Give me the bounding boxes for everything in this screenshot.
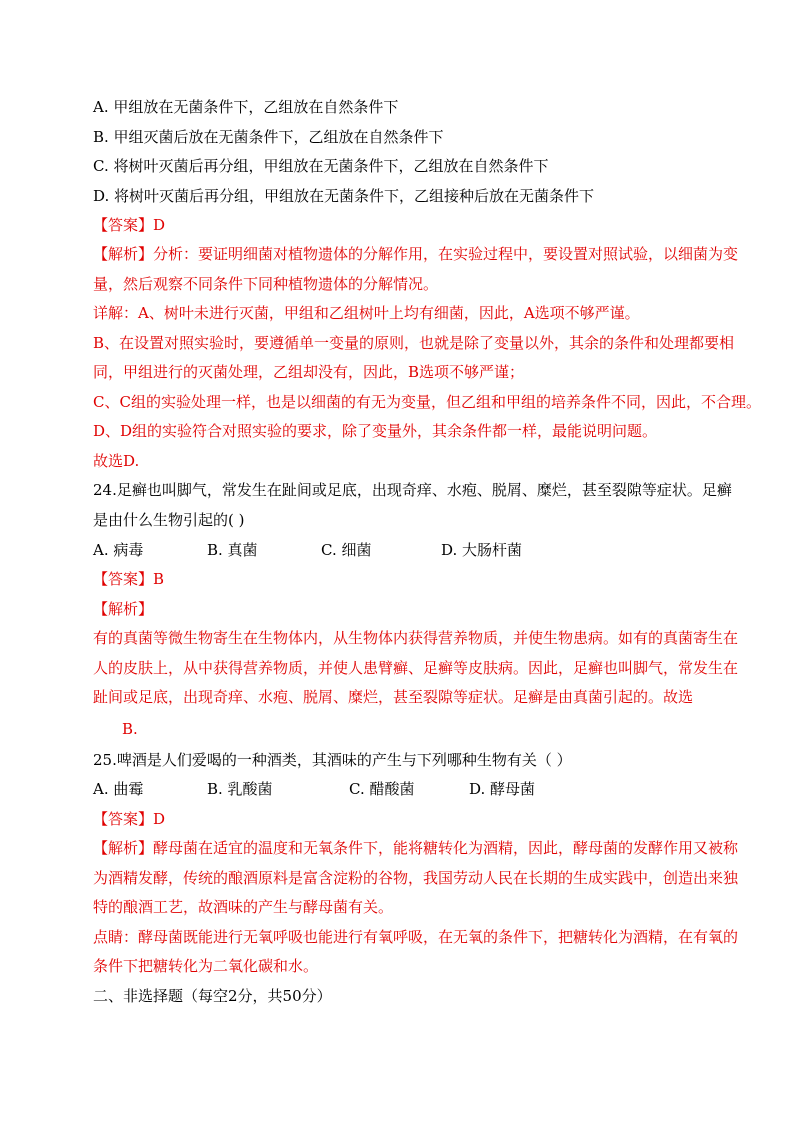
q23-option-d: D. 将树叶灭菌后再分组，甲组放在无菌条件下，乙组接种后放在无菌条件下: [93, 187, 595, 205]
q24-stem-line: 是由什么生物引起的( ): [93, 511, 245, 529]
q24-answer: 【答案】B: [93, 570, 165, 588]
q25-option-d: D. 酵母菌: [469, 780, 536, 798]
q23-analysis-line: 量，然后观察不同条件下同种植物遗体的分解情况。: [93, 275, 439, 293]
q24-analysis-line: B.: [122, 720, 138, 738]
q24-stem-line: 24.足癣也叫脚气，常发生在趾间或足底，出现奇痒、水疱、脱屑、糜烂，甚至裂隙等症状。足癣: [93, 481, 732, 499]
q24-option-c: C. 细菌: [321, 541, 372, 559]
q23-analysis-line: D、D组的实验符合对照实验的要求，除了变量外，其余条件都一样，最能说明问题。: [93, 422, 658, 440]
q24-option-b: B. 真菌: [207, 541, 258, 559]
q23-option-a: A. 甲组放在无菌条件下，乙组放在自然条件下: [93, 98, 399, 116]
q24-analysis-line: 有的真菌等微生物寄生在生物体内，从生物体内获得营养物质，并使生物患病。如有的真菌寄生在: [93, 629, 739, 647]
q24-option-d: D. 大肠杆菌: [441, 541, 523, 559]
q25-analysis-line: 【解析】酵母菌在适宜的温度和无氧条件下，能将糖转化为酒精，因此，酵母菌的发酵作用又被称: [93, 839, 739, 857]
q23-conclusion: 故选D.: [93, 452, 140, 470]
section-heading: 二、非选择题（每空2分，共50分）: [93, 987, 332, 1005]
q23-answer: 【答案】D: [93, 216, 166, 234]
q23-analysis-line: C、C组的实验处理一样，也是以细菌的有无为变量，但乙组和甲组的培养条件不同，因此，不合理。: [93, 393, 761, 411]
q25-answer: 【答案】D: [93, 810, 166, 828]
q23-analysis-line: 同，甲组进行的灭菌处理，乙组却没有，因此，B选项不够严谨；: [93, 363, 525, 381]
q25-option-a: A. 曲霉: [93, 780, 144, 798]
q24-option-a: A. 病毒: [93, 541, 144, 559]
q24-analysis-line: 人的皮肤上，从中获得营养物质，并使人患臂癣、足癣等皮肤病。因此，足癣也叫脚气，常发生在: [93, 659, 739, 677]
q24-analysis-line: 趾间或足底，出现奇痒、水疱、脱屑、糜烂，甚至裂隙等症状。足癣是由真菌引起的。故选: [93, 688, 694, 706]
q25-option-b: B. 乳酸菌: [207, 780, 273, 798]
q25-stem: 25.啤酒是人们爱喝的一种酒类，其酒味的产生与下列哪种生物有关（ ）: [93, 751, 572, 769]
q23-analysis-line: 【解析】分析：要证明细菌对植物遗体的分解作用，在实验过程中，要设置对照试验，以细菌为变: [93, 245, 739, 263]
q24-analysis-label: 【解析】: [93, 600, 154, 618]
q23-option-c: C. 将树叶灭菌后再分组，甲组放在无菌条件下，乙组放在自然条件下: [93, 157, 549, 175]
q25-option-c: C. 醋酸菌: [349, 780, 415, 798]
q25-analysis-line: 条件下把糖转化为二氧化碳和水。: [93, 957, 319, 975]
q23-analysis-line: B、在设置对照实验时，要遵循单一变量的原则，也就是除了变量以外，其余的条件和处理都要相: [93, 334, 735, 352]
q25-analysis-line: 特的酿酒工艺，故酒味的产生与酵母菌有关。: [93, 898, 394, 916]
q23-analysis-line: 详解：A、树叶未进行灭菌，甲组和乙组树叶上均有细菌，因此，A选项不够严谨。: [93, 304, 640, 322]
q25-analysis-line: 点睛：酵母菌既能进行无氧呼吸也能进行有氧呼吸，在无氧的条件下，把糖转化为酒精，在有氧的: [93, 928, 739, 946]
q25-analysis-line: 为酒精发酵，传统的酿酒原料是富含淀粉的谷物，我国劳动人民在长期的生成实践中，创造出来独: [93, 869, 739, 887]
q23-option-b: B. 甲组灭菌后放在无菌条件下，乙组放在自然条件下: [93, 128, 444, 146]
